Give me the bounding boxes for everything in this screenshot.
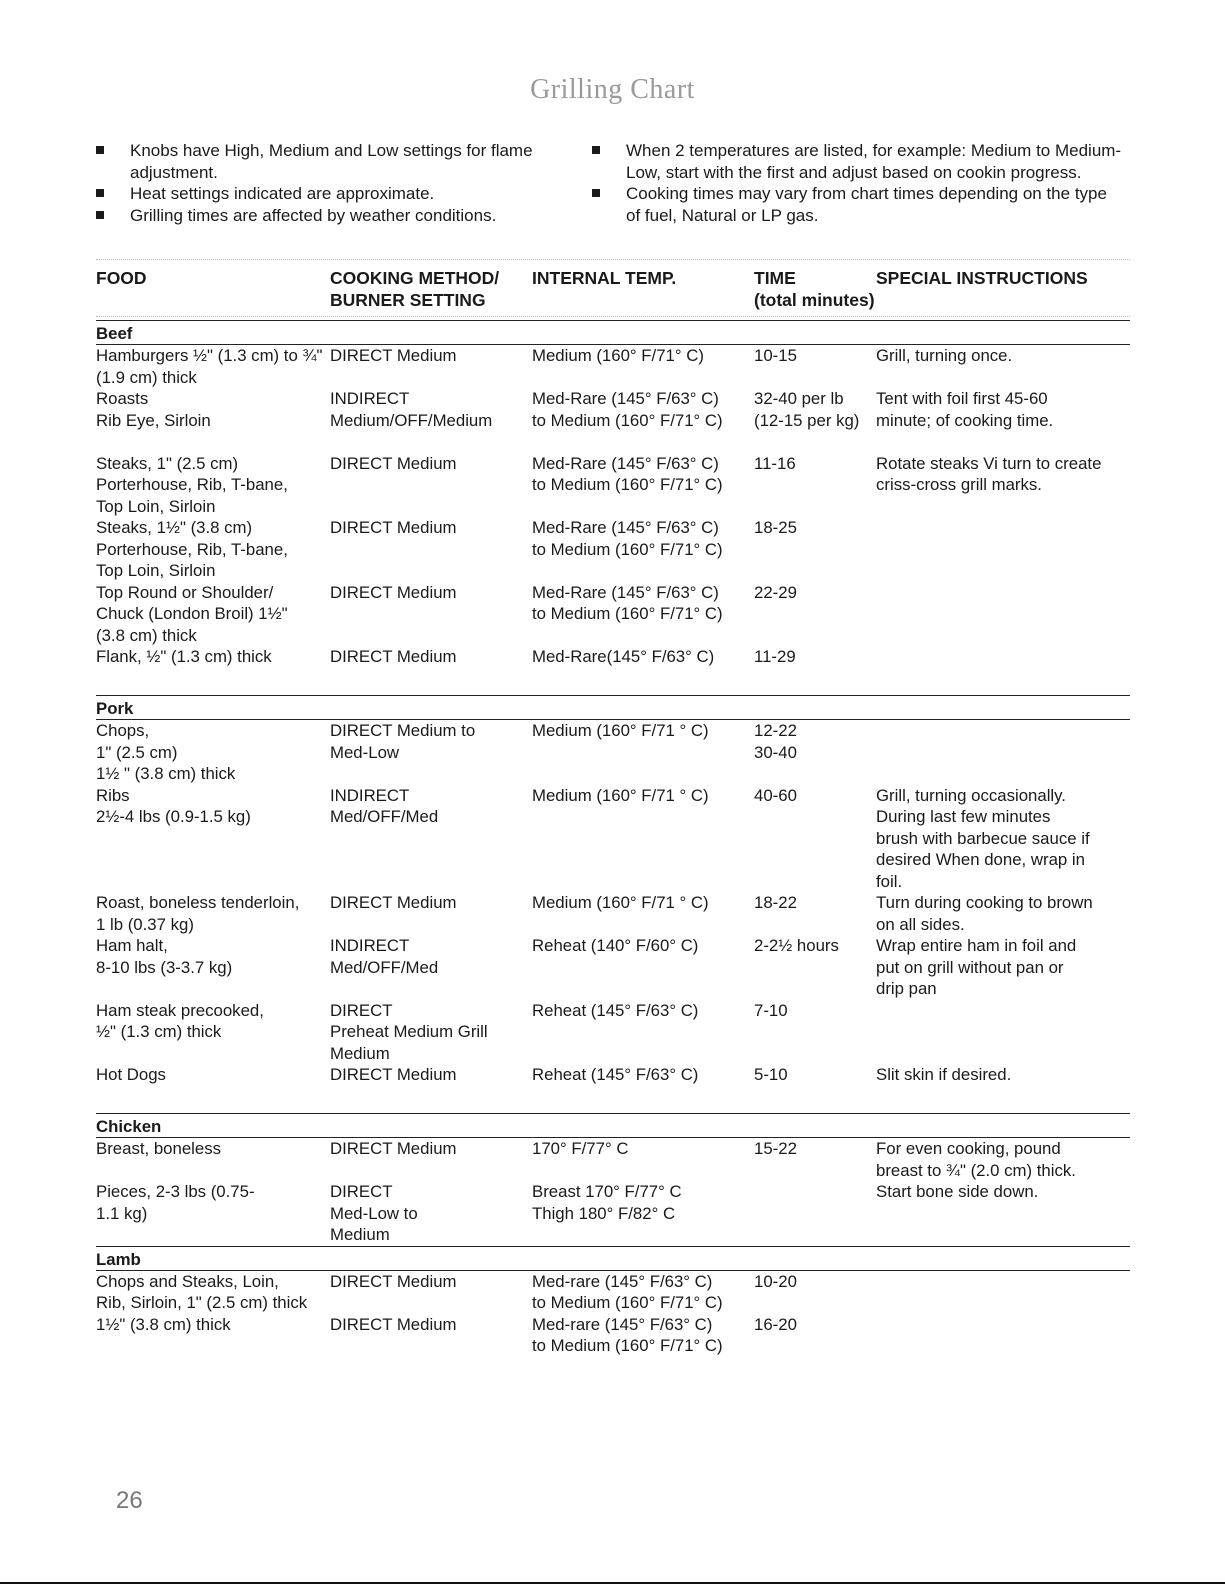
cell-text: 11-29 — [754, 647, 796, 666]
cell-food — [96, 1271, 330, 1314]
cell-temp — [532, 453, 754, 518]
cell-text: 30-40 — [754, 742, 797, 762]
cell-text: desired When done, wrap in — [876, 850, 1085, 869]
table-row — [96, 517, 1130, 582]
header-food: FOOD — [96, 268, 147, 288]
cell-text: Grill, turning once. — [876, 346, 1013, 365]
table-row — [96, 892, 1130, 935]
cell-text: Roasts — [96, 389, 149, 408]
cell-text: Steaks, 1½" (3.8 cm) — [96, 518, 253, 537]
cell-food — [96, 1314, 330, 1357]
note-text: Grilling times are affected by weather conditions. — [130, 205, 497, 225]
cell-special — [876, 388, 1130, 453]
cell-text: Ham steak precooked, — [96, 1000, 264, 1020]
section-lamb — [96, 1246, 1130, 1357]
cell-text: Turn during cooking to brown — [876, 893, 1093, 912]
cell-text: Med-Rare (145° F/63° C) — [532, 518, 719, 537]
cell-special — [876, 1181, 1130, 1246]
section-beef — [96, 320, 1130, 689]
cell-temp — [532, 582, 754, 647]
cell-special — [876, 517, 1130, 582]
bullet-square-icon — [592, 189, 600, 197]
cell-text: 1" (2.5 cm) — [96, 742, 178, 762]
cell-text: For even cooking, pound — [876, 1139, 1061, 1158]
cell-text: to Medium (160° F/71° C) — [532, 1293, 723, 1312]
cell-method — [330, 1314, 532, 1357]
cell-time — [754, 388, 876, 453]
cell-text: 16-20 — [754, 1314, 797, 1334]
cell-text: Top Loin, Sirloin — [96, 496, 216, 516]
cell-text: DIRECT Medium — [330, 1065, 457, 1084]
header-method-line2: BURNER SETTING — [330, 289, 486, 310]
cell-text: Start bone side down. — [876, 1182, 1039, 1201]
cell-text: Flank, ½" (1.3 cm) thick — [96, 647, 272, 666]
note-text: Heat settings indicated are approximate. — [130, 184, 435, 203]
cell-temp — [532, 517, 754, 582]
cell-time — [754, 1000, 876, 1065]
cell-time — [754, 453, 876, 518]
header-time-line2: (total minutes) — [754, 289, 875, 310]
header-method: COOKING METHOD/ — [330, 268, 500, 288]
table-row — [96, 1064, 1130, 1107]
cell-temp — [532, 1064, 754, 1107]
header-special: SPECIAL INSTRUCTIONS — [876, 268, 1088, 288]
cell-text: 11-16 — [754, 453, 796, 473]
cell-method — [330, 892, 532, 935]
table-row — [96, 935, 1130, 1000]
table-row — [96, 1314, 1130, 1357]
cell-text: Preheat Medium Grill — [330, 1022, 488, 1041]
cell-special — [876, 453, 1130, 518]
cell-time — [754, 935, 876, 1000]
cell-text: Top Loin, Sirloin — [96, 561, 216, 580]
cell-text: brush with barbecue sauce if — [876, 828, 1090, 848]
cell-food — [96, 892, 330, 935]
cell-text: to Medium (160° F/71° C) — [532, 410, 723, 430]
page-title: Grilling Chart — [530, 74, 695, 105]
grilling-table — [96, 320, 1130, 1357]
cell-text: Med/OFF/Med — [330, 807, 439, 826]
cell-text: DIRECT Medium — [330, 346, 457, 365]
cell-method — [330, 345, 532, 388]
cell-text: Medium (160° F/71 ° C) — [532, 785, 709, 805]
cell-special — [876, 1138, 1130, 1181]
cell-food — [96, 517, 330, 582]
cell-food — [96, 345, 330, 388]
cell-time — [754, 1064, 876, 1107]
cell-method — [330, 517, 532, 582]
cell-text: 40-60 — [754, 785, 797, 805]
cell-text: Steaks, 1" (2.5 cm) — [96, 453, 239, 473]
cell-method — [330, 1000, 532, 1065]
header-time: TIME — [754, 268, 796, 288]
note-item — [592, 140, 1122, 183]
table-row — [96, 582, 1130, 647]
cell-text: 8-10 lbs (3-3.7 kg) — [96, 957, 233, 977]
cell-text: ½" (1.3 cm) thick — [96, 1022, 222, 1041]
cell-text: Reheat (145° F/63° C) — [532, 1000, 699, 1020]
note-item — [96, 205, 576, 227]
cell-time — [754, 720, 876, 785]
header-top-divider — [96, 259, 1130, 260]
cell-time — [754, 1314, 876, 1357]
notes-left — [96, 140, 576, 226]
cell-text: 7-10 — [754, 1000, 788, 1020]
cell-method — [330, 1271, 532, 1314]
section-title: Lamb — [96, 1246, 1130, 1271]
cell-temp — [532, 646, 754, 689]
cell-method — [330, 1138, 532, 1181]
section-pork — [96, 695, 1130, 1107]
cell-text: (12-15 per kg) — [754, 410, 860, 430]
cell-special — [876, 646, 1130, 689]
cell-temp — [532, 1181, 754, 1246]
header-bottom-divider — [96, 316, 1130, 317]
cell-text: DIRECT Medium — [330, 1314, 457, 1334]
cell-food — [96, 1000, 330, 1065]
bullet-square-icon — [96, 146, 104, 154]
cell-food — [96, 388, 330, 453]
cell-text: INDIRECT — [330, 389, 410, 408]
cell-text — [96, 668, 330, 690]
cell-text: DIRECT Medium — [330, 647, 457, 666]
cell-food — [96, 646, 330, 689]
cell-text: to Medium (160° F/71° C) — [532, 475, 723, 494]
cell-text: 170° F/77° C — [532, 1139, 629, 1158]
cell-text: Tent with foil first 45-60 — [876, 389, 1048, 408]
cell-temp — [532, 1271, 754, 1314]
cell-text — [96, 431, 330, 453]
cell-special — [876, 892, 1130, 935]
cell-text: foil. — [876, 871, 903, 891]
cell-temp — [532, 345, 754, 388]
table-row — [96, 720, 1130, 785]
cell-text: Ham halt, — [96, 936, 168, 955]
cell-method — [330, 785, 532, 893]
cell-text: Medium — [330, 1225, 390, 1244]
cell-text: Med/OFF/Med — [330, 957, 439, 977]
cell-text: Medium (160° F/71 ° C) — [532, 721, 709, 740]
table-row — [96, 1138, 1130, 1181]
cell-text: breast to ¾" (2.0 cm) thick. — [876, 1160, 1076, 1180]
cell-text: drip pan — [876, 979, 937, 998]
cell-time — [754, 1181, 876, 1246]
cell-text: minute; of cooking time. — [876, 410, 1054, 430]
note-item — [592, 183, 1122, 226]
cell-time — [754, 1271, 876, 1314]
cell-text: 18-25 — [754, 518, 797, 537]
bullet-square-icon — [592, 146, 600, 154]
bottom-rule — [0, 1582, 1225, 1584]
cell-text: to Medium (160° F/71° C) — [532, 1336, 723, 1355]
cell-food — [96, 582, 330, 647]
cell-text: During last few minutes — [876, 807, 1051, 826]
table-row — [96, 388, 1130, 453]
cell-text: 15-22 — [754, 1139, 797, 1158]
cell-text: on all sides. — [876, 914, 965, 934]
cell-text: Med-rare (145° F/63° C) — [532, 1271, 713, 1291]
cell-special — [876, 785, 1130, 893]
cell-text: Hot Dogs — [96, 1065, 166, 1084]
cell-text: DIRECT Medium to — [330, 721, 476, 740]
note-item — [96, 140, 576, 183]
cell-method — [330, 720, 532, 785]
cell-text: 12-22 — [754, 721, 797, 740]
cell-text: Breast 170° F/77° C — [532, 1182, 682, 1201]
cell-text: DIRECT — [330, 1182, 393, 1201]
cell-text: DIRECT Medium — [330, 1139, 457, 1158]
cell-text: Chops and Steaks, Loin, — [96, 1271, 279, 1291]
cell-method — [330, 453, 532, 518]
cell-food — [96, 1181, 330, 1246]
cell-text: to Medium (160° F/71° C) — [532, 539, 723, 559]
cell-text: Med-Rare (145° F/63° C) — [532, 453, 719, 473]
cell-text: Pieces, 2-3 lbs (0.75- — [96, 1182, 255, 1201]
cell-food — [96, 1064, 330, 1107]
cell-text: Med-Rare(145° F/63° C) — [532, 647, 715, 666]
cell-special — [876, 1000, 1130, 1065]
cell-text: DIRECT Medium — [330, 1271, 457, 1291]
cell-text: Rib, Sirloin, 1" (2.5 cm) thick — [96, 1293, 308, 1312]
cell-text: Medium — [330, 1043, 390, 1063]
bullet-square-icon — [96, 211, 104, 219]
cell-text: DIRECT Medium — [330, 893, 457, 912]
cell-text: Rotate steaks Vi turn to create — [876, 453, 1102, 473]
cell-text: 1 lb (0.37 kg) — [96, 914, 194, 934]
cell-food — [96, 720, 330, 785]
cell-text: Slit skin if desired. — [876, 1065, 1012, 1084]
cell-text: DIRECT — [330, 1000, 393, 1020]
cell-method — [330, 935, 532, 1000]
cell-food — [96, 785, 330, 893]
cell-text: DIRECT Medium — [330, 518, 457, 537]
cell-time — [754, 582, 876, 647]
cell-text: Ribs — [96, 785, 130, 805]
cell-time — [754, 1138, 876, 1181]
cell-text: INDIRECT — [330, 936, 410, 955]
cell-text: 5-10 — [754, 1065, 788, 1084]
cell-text: Rib Eye, Sirloin — [96, 410, 211, 430]
cell-food — [96, 1138, 330, 1181]
cell-special — [876, 720, 1130, 785]
cell-text: Top Round or Shoulder/ — [96, 582, 274, 602]
notes-right — [592, 140, 1122, 226]
cell-food — [96, 453, 330, 518]
cell-temp — [532, 720, 754, 785]
bullet-square-icon — [96, 189, 104, 197]
table-row — [96, 1000, 1130, 1065]
cell-text: 1.1 kg) — [96, 1203, 148, 1223]
cell-text: Med-Low — [330, 742, 400, 762]
table-header — [0, 268, 1225, 312]
cell-text: 32-40 per lb — [754, 389, 844, 408]
page-number: 26 — [116, 1487, 143, 1514]
cell-temp — [532, 1314, 754, 1357]
cell-text: criss-cross grill marks. — [876, 475, 1042, 494]
cell-food — [96, 935, 330, 1000]
cell-text: 1½ " (3.8 cm) thick — [96, 764, 236, 783]
cell-text: Reheat (140° F/60° C) — [532, 936, 699, 955]
note-text: Knobs have High, Medium and Low settings for flame adjustment. — [130, 141, 533, 182]
cell-time — [754, 646, 876, 689]
cell-text: Roast, boneless tenderloin, — [96, 893, 300, 912]
cell-text: Hamburgers ½" (1.3 cm) to ¾" — [96, 346, 323, 365]
cell-temp — [532, 1000, 754, 1065]
cell-text: (3.8 cm) thick — [96, 625, 197, 645]
header-temp: INTERNAL TEMP. — [532, 268, 677, 288]
note-text: When 2 temperatures are listed, for example: Medium to Medium-Low, start with the first and adjust based on cookin progress. — [626, 141, 1122, 182]
cell-text: Med-Rare (145° F/63° C) — [532, 389, 719, 408]
cell-time — [754, 892, 876, 935]
cell-method — [330, 388, 532, 453]
cell-text: 22-29 — [754, 582, 797, 602]
cell-temp — [532, 892, 754, 935]
cell-text: 2½-4 lbs (0.9-1.5 kg) — [96, 807, 251, 826]
cell-time — [754, 785, 876, 893]
cell-text: Reheat (145° F/63° C) — [532, 1065, 699, 1084]
cell-time — [754, 345, 876, 388]
table-row — [96, 646, 1130, 689]
cell-text: 10-15 — [754, 346, 797, 365]
cell-text: Medium (160° F/71° C) — [532, 346, 704, 365]
cell-temp — [532, 935, 754, 1000]
section-title: Chicken — [96, 1113, 1130, 1138]
cell-text: Thigh 180° F/82° C — [532, 1203, 676, 1223]
cell-text — [96, 1086, 330, 1108]
cell-special — [876, 1271, 1130, 1314]
cell-text: Chuck (London Broil) 1½" — [96, 604, 288, 623]
table-row — [96, 1181, 1130, 1246]
cell-text: Medium (160° F/71 ° C) — [532, 893, 709, 912]
table-row — [96, 785, 1130, 893]
section-title: Beef — [96, 320, 1130, 345]
cell-text: INDIRECT — [330, 785, 410, 805]
cell-text: DIRECT Medium — [330, 453, 457, 473]
cell-text: Med-rare (145° F/63° C) — [532, 1314, 713, 1334]
cell-method — [330, 646, 532, 689]
cell-text: 1½" (3.8 cm) thick — [96, 1314, 231, 1334]
note-item — [96, 183, 576, 205]
cell-text: Porterhouse, Rib, T-bane, — [96, 539, 288, 559]
cell-temp — [532, 388, 754, 453]
cell-temp — [532, 785, 754, 893]
cell-method — [330, 1181, 532, 1246]
cell-special — [876, 1314, 1130, 1357]
cell-text: Medium/OFF/Medium — [330, 410, 493, 430]
cell-special — [876, 1064, 1130, 1107]
cell-special — [876, 935, 1130, 1000]
cell-method — [330, 1064, 532, 1107]
cell-text: Grill, turning occasionally. — [876, 785, 1066, 805]
cell-text: Med-Rare (145° F/63° C) — [532, 582, 719, 602]
cell-text: Med-Low to — [330, 1203, 418, 1223]
cell-text: put on grill without pan or — [876, 957, 1064, 977]
cell-time — [754, 517, 876, 582]
cell-text: 10-20 — [754, 1271, 797, 1291]
cell-special — [876, 345, 1130, 388]
cell-special — [876, 582, 1130, 647]
cell-temp — [532, 1138, 754, 1181]
cell-text: to Medium (160° F/71° C) — [532, 604, 723, 623]
cell-text: (1.9 cm) thick — [96, 367, 197, 387]
note-text: Cooking times may vary from chart times depending on the type of fuel, Natural or LP gas. — [626, 184, 1107, 225]
cell-text: Wrap entire ham in foil and — [876, 936, 1077, 955]
table-row — [96, 345, 1130, 388]
cell-text: 2-2½ hours — [754, 936, 839, 955]
cell-text: 18-22 — [754, 893, 797, 912]
section-title: Pork — [96, 695, 1130, 720]
cell-text: DIRECT Medium — [330, 582, 457, 602]
table-row — [96, 1271, 1130, 1314]
table-row — [96, 453, 1130, 518]
section-chicken — [96, 1113, 1130, 1246]
cell-text: Breast, boneless — [96, 1139, 221, 1158]
cell-text: Chops, — [96, 721, 150, 740]
cell-method — [330, 582, 532, 647]
cell-text: Porterhouse, Rib, T-bane, — [96, 475, 288, 494]
